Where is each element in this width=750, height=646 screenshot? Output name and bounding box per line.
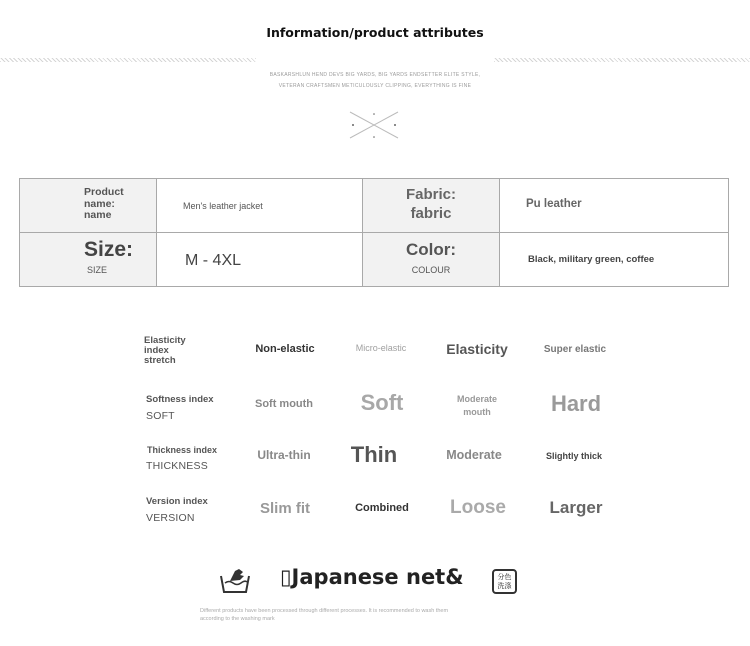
thickness-option-slightly-thick: Slightly thick: [545, 451, 603, 461]
elasticity-option-micro-elastic: Micro-elastic: [355, 343, 407, 353]
page-title: Information/product attributes: [266, 25, 484, 40]
decorative-divider-right: [494, 58, 750, 62]
thickness-sublabel: THICKNESS: [146, 460, 208, 472]
thickness-option-moderate: Moderate: [446, 448, 502, 462]
softness-sublabel: SOFT: [146, 410, 175, 422]
size-sublabel: SIZE: [87, 265, 108, 275]
care-note: Different products have been processed through different processes. It is recommended to wash them according to the washing mark: [200, 608, 449, 622]
hand-wash-icon: [220, 566, 250, 594]
softness-label: Softness index: [146, 394, 214, 405]
care-title: ▯Japanese net&: [280, 565, 464, 589]
version-sublabel: VERSION: [146, 512, 195, 524]
softness-option-soft-mouth: Soft mouth: [254, 398, 314, 410]
product-name-value: Men's leather jacket: [183, 201, 263, 211]
fabric-value: Pu leather: [526, 198, 582, 210]
version-option-combined: Combined: [355, 502, 409, 514]
version-option-larger: Larger: [549, 498, 603, 517]
elasticity-label: Elasticity index stretch: [144, 335, 186, 366]
fabric-label: Fabric: fabric: [405, 186, 456, 222]
thickness-option-ultra-thin: Ultra-thin: [257, 448, 311, 462]
separate-wash-icon: 分色 洗涤: [492, 569, 517, 594]
softness-option-moderate: Moderate: [456, 394, 498, 404]
elasticity-option-non-elastic: Non-elastic: [255, 343, 315, 355]
version-label: Version index: [146, 496, 208, 507]
version-option-slim-fit: Slim fit: [259, 500, 311, 517]
elasticity-option-super-elastic: Super elastic: [543, 344, 607, 355]
size-label: Size:: [84, 238, 134, 261]
version-option-loose: Loose: [450, 497, 506, 518]
thickness-label: Thickness index: [147, 445, 218, 455]
product-name-label: Product name: name: [84, 186, 124, 221]
color-label: Color:: [405, 240, 457, 259]
softness-option-soft: Soft: [360, 390, 404, 415]
elasticity-option-elasticity: Elasticity: [446, 341, 508, 357]
header-subline-2: VETERAN CRAFTSMEN METICULOUSLY CLIPPING, EVERYTHING IS FINE: [278, 83, 472, 89]
color-value: Black, military green, coffee: [528, 254, 655, 265]
size-value: M - 4XL: [185, 252, 242, 269]
softness-option-moderate-mouth: mouth: [463, 407, 491, 417]
spec-table: [19, 178, 729, 287]
decorative-cross-icon: [346, 108, 402, 142]
thickness-option-thin: Thin: [350, 442, 398, 467]
header-subline-1: BASKARSHLUN HEND DEVS BIG YARDS, BIG YARDS ENDSETTER ELITE STYLE,: [269, 72, 481, 78]
decorative-divider-left: [0, 58, 256, 62]
color-sublabel: COLOUR: [411, 265, 451, 275]
softness-option-hard: Hard: [550, 391, 602, 416]
